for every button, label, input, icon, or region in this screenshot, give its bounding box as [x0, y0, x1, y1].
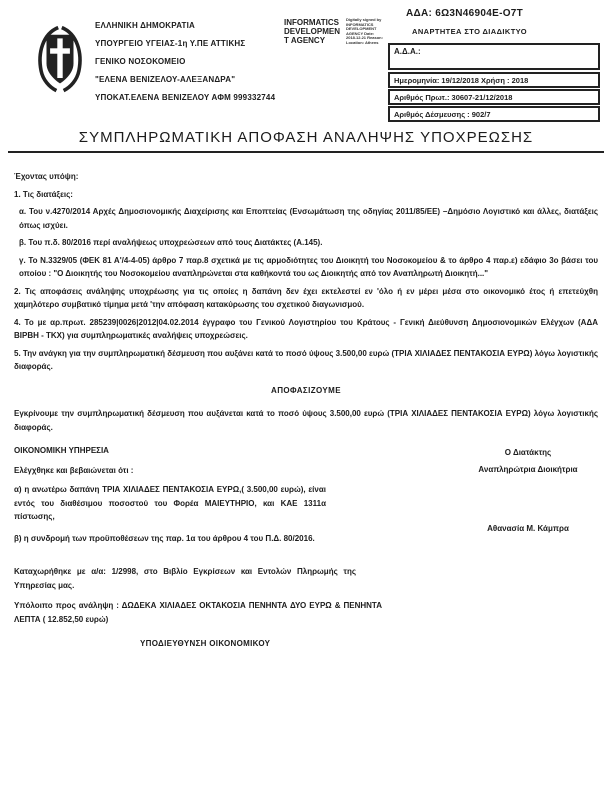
date-box: Ημερομηνία: 19/12/2018 Χρήση : 2018 — [388, 72, 600, 88]
body-item-2: 2. Τις αποφάσεις ανάληψης υποχρέωσης για τις οποίες η δαπάνη δεν έχει εκτελεστεί εν 'όλο ή εν μέρει μέσα στο οικονομικό έτος ή επετεύχθη χαμηλότερο συμβατικό τίμημα μετά 'την απόφαση κατακύρωσης του σχετικού διαγωνισμού. — [14, 286, 598, 309]
registration-note: Καταχωρήθηκε με α/α: 1/2998, στο Βιβλίο Εγκρίσεων και Εντολών Πληρωμής της Υπηρεσίας μας. — [14, 567, 356, 590]
issuing-authority-block — [95, 21, 275, 111]
document-title: ΣΥΜΠΛΗΡΩΜΑΤΙΚΗ ΑΠΟΦΑΣΗ ΑΝΑΛΗΨΗΣ ΥΠΟΧΡΕΩΣΗΣ — [78, 129, 534, 146]
financial-service-heading: ΟΙΚΟΝΟΜΙΚΗ ΥΠΗΡΕΣΙΑ — [14, 446, 109, 455]
signature-details: Digitally signed by INFORMATICS DEVELOPMENT AGENCY Date: 2018.12.21 Reason: Location: Athens — [346, 17, 383, 45]
deputy-governor-title: Αναπληρώτρια Διοικήτρια — [478, 464, 578, 474]
finance-subdirectorate-label: ΥΠΟΔΙΕΥΘΥΝΣΗ ΟΙΚΟΝΟΜΙΚΟΥ — [140, 639, 271, 648]
signatory-name: Αθανασία Μ. Κάμπρα — [487, 524, 569, 533]
ada-code: ΑΔΑ: 6Ω3N46904E-O7T — [406, 8, 524, 19]
commitment-number-box: Αριθμός Δέσμευσης : 902/7 — [388, 106, 600, 122]
body-item-5: 5. Την ανάγκη για την συμπληρωματική δέσμευση που αυξάνει κατά το ποσό ύψους 3.500,00 ευρώ (ΤΡΙΑ ΧΙΛΙΑΔΕΣ ΠΕΝΤΑΚΟΣΙΑ ΕΥΡΩ) λόγω λογιστικής διαφοράς. — [14, 348, 598, 371]
title-divider — [8, 151, 604, 153]
decision-text: Εγκρίνουμε την συμπληρωματική δέσμευση που αυξάνεται κατά το ποσό ύψους 3.500,00 ευρώ (ΤΡΙΑ ΧΙΛΙΑΔΕΣ ΠΕΝΤΑΚΟΣΙΑ ΕΥΡΩ) λόγω λογιστικής διαφοράς. — [14, 409, 598, 432]
greek-coat-of-arms-icon — [33, 24, 87, 96]
body-item-1c: γ. Το Ν.3329/05 (ΦΕΚ 81 Α'/4-4-05) άρθρο 7 παρ.8 σχετικά με τις αρμοδιότητες του Διοικητή του Νοσοκομείου & το άρθρο 4 παρ.ε) εδάφιο 3ο βάσει του οποίου : "Ο Διοικητής του Νοσοκομείου αναπληρώνεται στα καθήκοντά του ως Διοικητής από τον Αναπληρωτή Διοικητή..." — [19, 255, 598, 278]
body-item-4: 4. Το με αρ.πρωτ. 285239|0026|2012|04.02.2014 έγγραφο του Γενικού Λογιστηρίου του Κράτους - Γενική Διεύθυνση Δημοσιονομικών Ελέγχων (ΑΔΑ ΒΙΡΒΗ - ΤΚΧ) για συμπληρωματικές αναλήψεις υποχρεώσεις. — [14, 317, 598, 340]
ada-field-label: Α.Δ.Α.: — [394, 47, 421, 56]
authority-line: ΕΛΛΗΝΙΚΗ ΔΗΜΟΚΡΑΤΙΑ — [95, 21, 195, 30]
ada-field-box — [388, 43, 600, 70]
body-item-1a: α. Του ν.4270/2014 Αρχές Δημοσιονομικής Διαχείρισης και Εποπτείας (Ενσωμάτωση της οδηγίας 2011/85/ΕΕ) –Δημόσιο Λογιστικό και άλλες, διατάξεις όπως ισχύει. — [19, 207, 598, 230]
authority-line: ΥΠΟΥΡΓΕΙΟ ΥΓΕΙΑΣ-1η Υ.ΠΕ ΑΤΤΙΚΗΣ — [95, 39, 246, 48]
signatures-section — [14, 444, 598, 553]
decision-heading: ΑΠΟΦΑΣΙΖΟΥΜΕ — [271, 385, 341, 395]
ordering-officer-column — [458, 444, 598, 553]
ordering-officer-title: Ο Διατάκτης — [504, 448, 552, 457]
document-body — [14, 170, 598, 651]
authority-line: "ΕΛΕΝΑ ΒΕΝΙΖΕΛΟΥ-ΑΛΕΞΑΝΔΡΑ" — [95, 75, 236, 84]
protocol-number-box: Αριθμός Πρωτ.: 30607-21/12/2018 — [388, 89, 600, 105]
digital-signature-stamp — [284, 18, 388, 46]
authority-line: ΥΠΟΚΑΤ.ΕΛΕΝΑ ΒΕΝΙΖΕΛΟΥ ΑΦΜ 999332744 — [95, 93, 276, 102]
financial-service-column — [14, 444, 326, 553]
authority-line: ΓΕΝΙΚΟ ΝΟΣΟΚΟΜΕΙΟ — [95, 57, 186, 66]
remaining-balance-note: Υπόλοιπο προς ανάληψη : ΔΩΔΕΚΑ ΧΙΛΙΑΔΕΣ ΟΚΤΑΚΟΣΙΑ ΠΕΝΗΝΤΑ ΔΥΟ ΕΥΡΩ & ΠΕΝΗΝΤΑ ΛΕΠΤΑ ( 12.852,50 ευρώ) — [14, 601, 382, 624]
signature-agency-name: INFORMATICS DEVELOPMEN T AGENCY — [284, 18, 341, 45]
verification-point-b: β) η συνδρομή των προϋποθέσεων της παρ. 1α του άρθρου 4 του Π.Δ. 80/2016. — [14, 533, 315, 543]
having-regard-intro: Έχοντας υπόψη: — [14, 172, 79, 181]
posted-on-internet-label: ΑΝΑΡΤΗΤΕΑ ΣΤΟ ΔΙΑΔΙΚΤΥΟ — [412, 27, 528, 36]
verification-statement: Ελέγχθηκε και βεβαιώνεται ότι : — [14, 465, 134, 475]
verification-point-a: α) η ανωτέρω δαπάνη ΤΡΙΑ ΧΙΛΙΑΔΕΣ ΠΕΝΤΑΚΟΣΙΑ ΕΥΡΩ,( 3.500,00 ευρώ), είναι εντός του διαθέσιμου ποσοστού του Φορέα ΜΑΙΕΥΤΗΡΙΟ, και ΚΑΕ 1311α πίστωσης, — [14, 485, 326, 521]
body-item-1b: β. Του π.δ. 80/2016 περί αναλήψεως υποχρεώσεων από τους Διατάκτες (Α.145). — [19, 238, 323, 247]
body-item-1: 1. Τις διατάξεις: — [14, 189, 73, 199]
